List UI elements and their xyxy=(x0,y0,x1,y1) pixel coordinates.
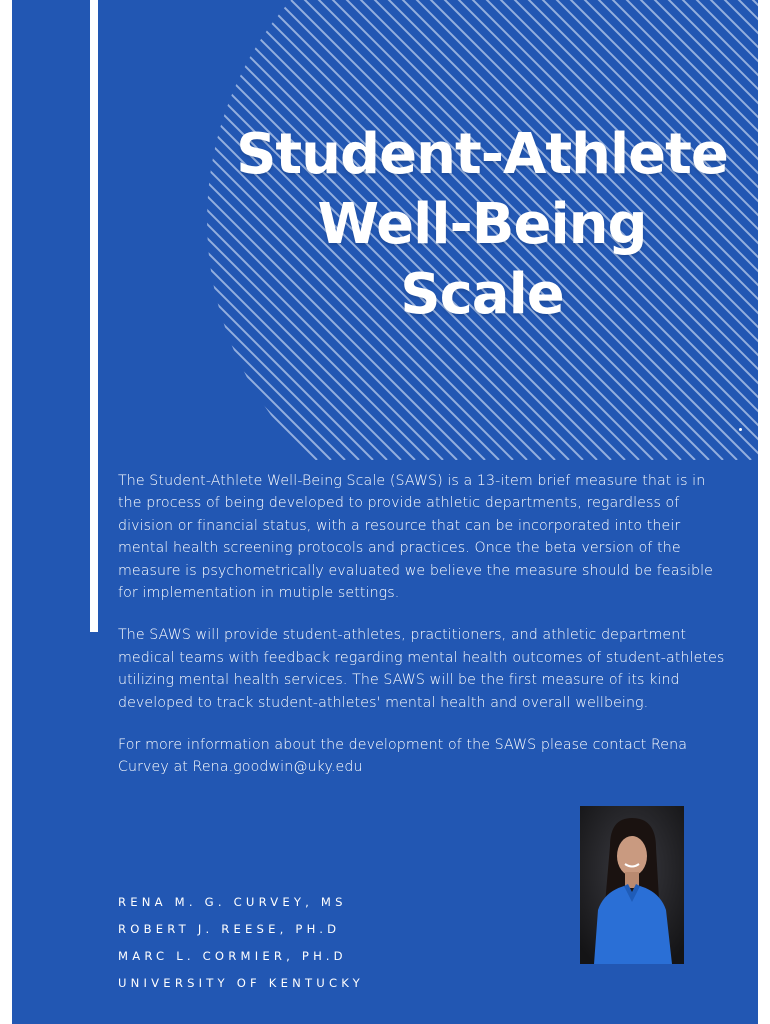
title-line-1: Student-Athlete xyxy=(236,122,728,187)
decorative-dot xyxy=(739,428,742,431)
portrait-photo-icon xyxy=(580,806,684,964)
page-title xyxy=(227,120,737,330)
author-2: ROBERT J. REESE, PH.D xyxy=(118,922,341,936)
poster-page xyxy=(12,0,758,1024)
vertical-accent-bar xyxy=(90,0,98,632)
institution: UNIVERSITY OF KENTUCKY xyxy=(118,976,364,990)
title-line-2: Well-Being xyxy=(317,192,647,257)
author-list xyxy=(118,892,364,1000)
author-1: RENA M. G. CURVEY, MS xyxy=(118,895,347,909)
description-paragraph-1: The Student-Athlete Well-Being Scale (SAWS) is a 13-item brief measure that is in the process of being developed to provide athletic departments, regardless of division or financial status, with a resource that can be incorporated into their mental health screening protocols and practices. Once the beta version of the measure is psychometrically evaluated we believe the measure should be feasible for implementation in mutiple settings. xyxy=(118,473,714,602)
author-3: MARC L. CORMIER, PH.D xyxy=(118,949,347,963)
description-text xyxy=(118,470,730,799)
contact-paragraph: For more information about the development of the SAWS please contact Rena Curvey at Rena.goodwin@uky.edu xyxy=(118,737,688,776)
description-paragraph-2: The SAWS will provide student-athletes, practitioners, and athletic department medical teams with feedback regarding mental health outcomes of student-athletes utilizing mental health services. The SAWS will be the first measure of its kind developed to track student-athletes' mental health and overall wellbeing. xyxy=(118,627,725,711)
title-line-3: Scale xyxy=(400,262,564,327)
author-portrait-photo xyxy=(580,806,684,964)
